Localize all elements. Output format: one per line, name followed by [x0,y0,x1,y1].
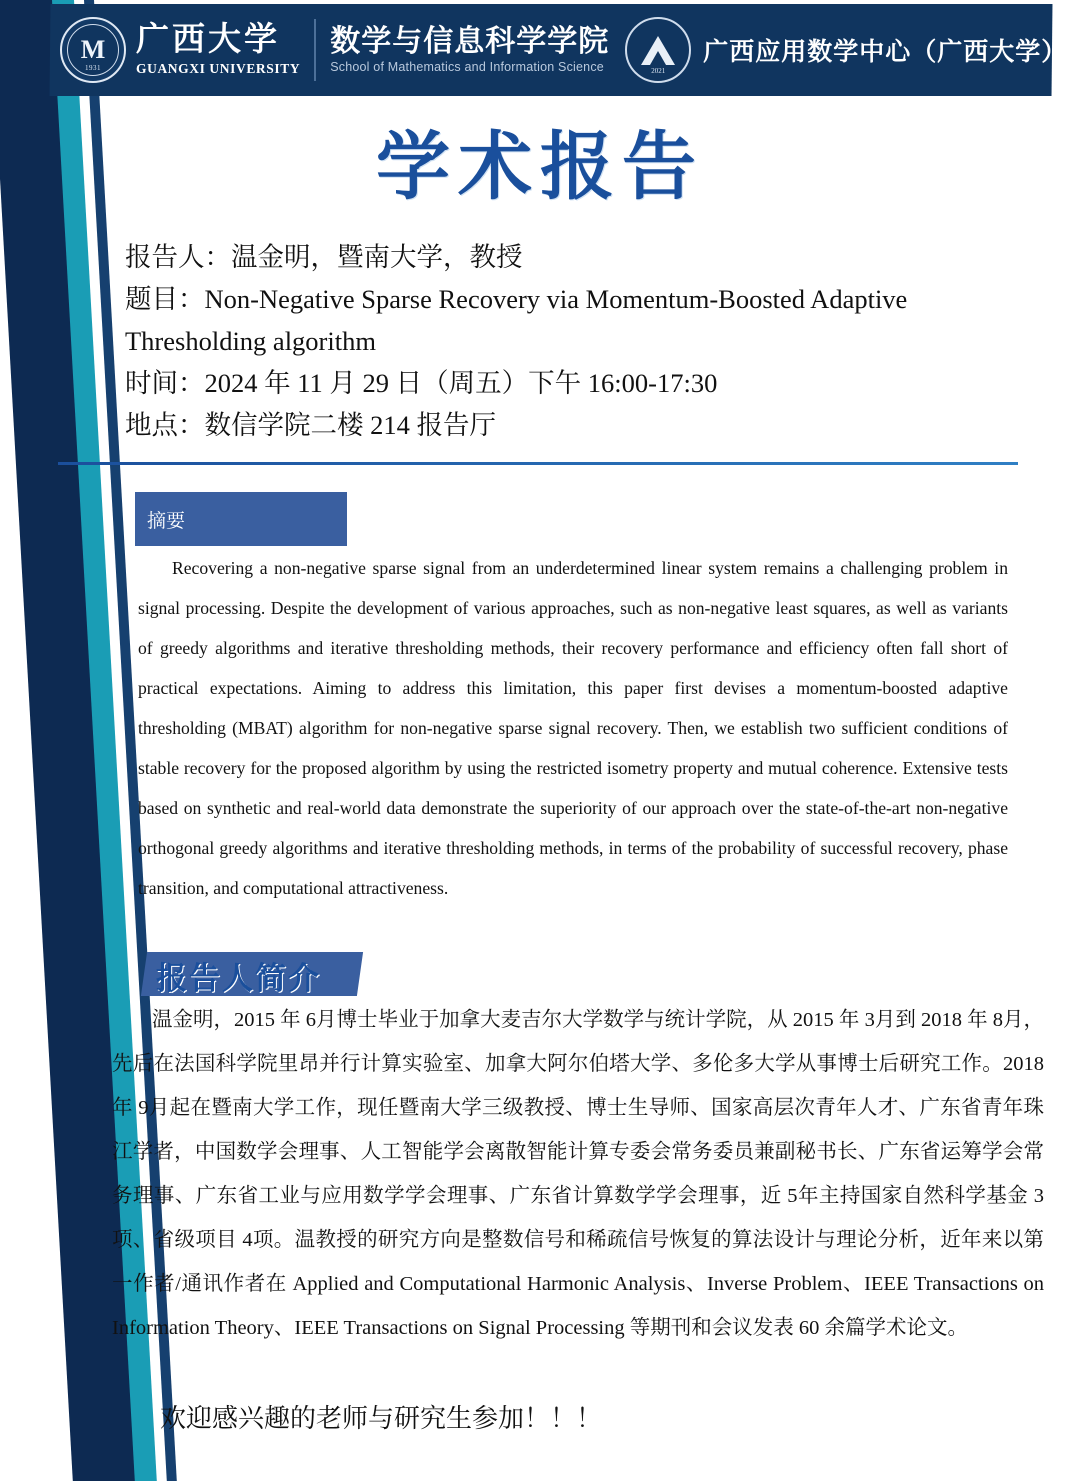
bio-tag: 报告人简介 [156,960,321,996]
university-name-en: GUANGXI UNIVERSITY [136,61,301,77]
abstract-tag: 摘要 [135,492,347,546]
center-logo-year: 2021 [651,67,666,75]
seal-year: 1931 [85,64,101,72]
abstract-text [138,548,1008,908]
seal-letter: M [80,35,106,64]
university-name-cn: 广西大学 [136,22,280,59]
info-speaker: 报告人：温金明，暨南大学，教授 [125,242,523,272]
bio-text [112,998,1044,1350]
abstract-paragraph: Recovering a non-negative sparse signal from an underdetermined linear system remains a challenging problem in signal processing. Despite the development of various approaches, such as non-negative least squares, as well as variants of greedy algorithms and iterative thresholding methods, their recovery performance and efficiency often fall short of practical expectations. Aiming to address this limitation, this paper first devises a momentum-boosted adaptive thresholding (MBAT) algorithm for non-negative sparse signal recovery. Then, we establish two sufficient conditions of stable recovery for the proposed algorithm by using the restricted isometry property and mutual coherence. Extensive tests based on synthetic and real-world data demonstrate the superiority of our approach over the state-of-the-art non-negative orthogonal greedy algorithms and iterative thresholding methods, in terms of the probability of successful recovery, phase transition, and computational attractiveness. [138,558,1008,898]
math-center-name: 广西应用数学中心（广西大学） [703,38,1068,66]
university-names [136,24,300,76]
info-place: 地点：数信学院二楼 214 报告厅 [125,410,496,440]
school-names [330,26,609,75]
math-center-logo-icon [625,17,691,83]
bio-paragraph: 温金明，2015 年 6月博士毕业于加拿大麦吉尔大学数学与统计学院，从 2015 年 3月到 2018 年 8月，先后在法国科学院里昂并行计算实验室、加拿大阿尔伯塔大学、多伦多大学从事博士后研究工作。2018 年 9月起在暨南大学工作，现任暨南大学三级教授、博士生导师、国家高层次青年人才、广东省青年珠江学者，中国数学会理事、人工智能学会离散智能计算专委会常务委员兼副秘书长、广东省运筹学会常务理事、广东省工业与应用数学学会理事、广东省计算数学学会理事，近 5年主持国家自然科学基金 3项、省级项目 4项。温教授的研究方向是整数信号和稀疏信号恢复的算法设计与理论分析，近年来以第一作者/通讯作者在 Applied and Computational Harmonic Analysis、Inverse Problem、IEEE Transactions on Information Theory、IEEE Transactions on Signal Processing 等期刊和会议发表 60 余篇学术论文。 [112,1009,1044,1339]
header-divider [314,19,316,81]
poster-header [50,4,1068,96]
info-topic: 题目：Non-Negative Sparse Recovery via Momentum-Boosted Adaptive Thresholding algorithm [125,284,908,356]
page-title: 学术报告 [376,125,704,208]
section-divider [58,462,1018,465]
event-info [125,236,1025,446]
school-name-cn: 数学与信息科学学院 [330,24,610,58]
welcome-note: 欢迎感兴趣的老师与研究生参加！！！ [160,1404,603,1433]
university-seal-icon [60,17,126,83]
info-time: 时间：2024 年 11 月 29 日（周五）下午 16:00-17:30 [125,368,718,398]
school-name-en: School of Mathematics and Information Science [330,60,604,75]
